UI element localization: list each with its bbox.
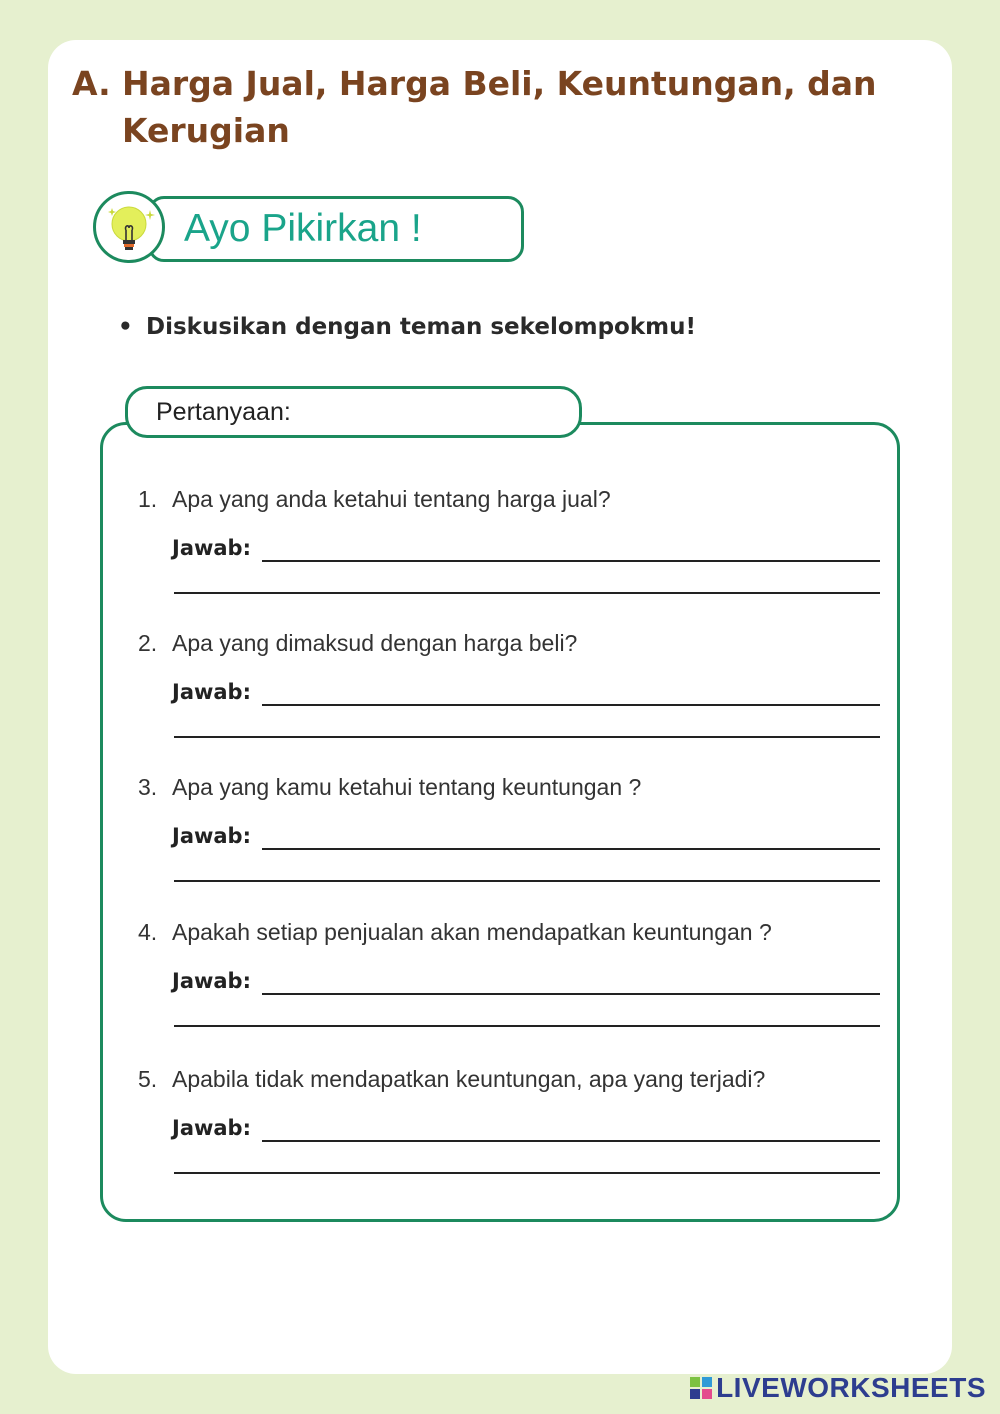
question-text [138,626,880,660]
question-number: 3. [138,774,158,800]
question-item [138,770,880,850]
section-title-line1: Harga Jual, Harga Beli, Keuntungan, dan [122,64,877,103]
answer-field-2[interactable] [174,592,880,594]
question-number: 1. [138,486,158,512]
logo-square-i [702,1377,712,1387]
bullet: • [118,314,133,340]
answer-field-2[interactable] [174,880,880,882]
logo-square-e [702,1389,712,1399]
question-item [138,482,880,562]
question-item [138,1062,880,1142]
section-title [72,60,892,154]
answer-row [138,1102,880,1142]
answer-label: Jawab: [172,1116,251,1140]
question-label: Apabila tidak mendapatkan keuntungan, apa yang terjadi? [172,1066,766,1092]
question-text [138,1062,880,1096]
instruction [118,314,696,340]
answer-label: Jawab: [172,969,251,993]
answer-row [138,666,880,706]
liveworksheets-watermark[interactable] [690,1372,986,1404]
answer-field-1[interactable] [262,560,880,562]
logo-square-l [690,1377,700,1387]
answer-field-2[interactable] [174,736,880,738]
think-label: Ayo Pikirkan ! [184,207,422,250]
question-text [138,482,880,516]
answer-label: Jawab: [172,680,251,704]
question-number: 5. [138,1066,158,1092]
question-number: 2. [138,630,158,656]
liveworksheets-logo-icon [690,1377,712,1399]
answer-field-2[interactable] [174,1025,880,1027]
answer-field-1[interactable] [262,704,880,706]
answer-field-2[interactable] [174,1172,880,1174]
answer-label: Jawab: [172,824,251,848]
questions-header: Pertanyaan: [156,398,291,426]
section-number: A. [72,64,111,103]
lightbulb-icon [102,200,158,256]
question-text [138,770,880,804]
section-title-line2: Kerugian [122,111,290,150]
answer-row [138,522,880,562]
answer-label: Jawab: [172,536,251,560]
question-label: Apa yang kamu ketahui tentang keuntungan ? [172,774,642,800]
question-number: 4. [138,919,158,945]
question-item [138,626,880,706]
answer-field-1[interactable] [262,993,880,995]
question-item [138,915,880,995]
instruction-text: Diskusikan dengan teman sekelompokmu! [146,314,696,340]
question-label: Apakah setiap penjualan akan mendapatkan keuntungan ? [172,919,772,945]
watermark-text: LIVEWORKSHEETS [716,1372,986,1403]
logo-square-v [690,1389,700,1399]
question-text [138,915,880,949]
lightbulb-badge [93,191,165,263]
answer-field-1[interactable] [262,848,880,850]
question-label: Apa yang anda ketahui tentang harga jual? [172,486,611,512]
answer-row [138,810,880,850]
answer-field-1[interactable] [262,1140,880,1142]
answer-row [138,955,880,995]
question-label: Apa yang dimaksud dengan harga beli? [172,630,578,656]
